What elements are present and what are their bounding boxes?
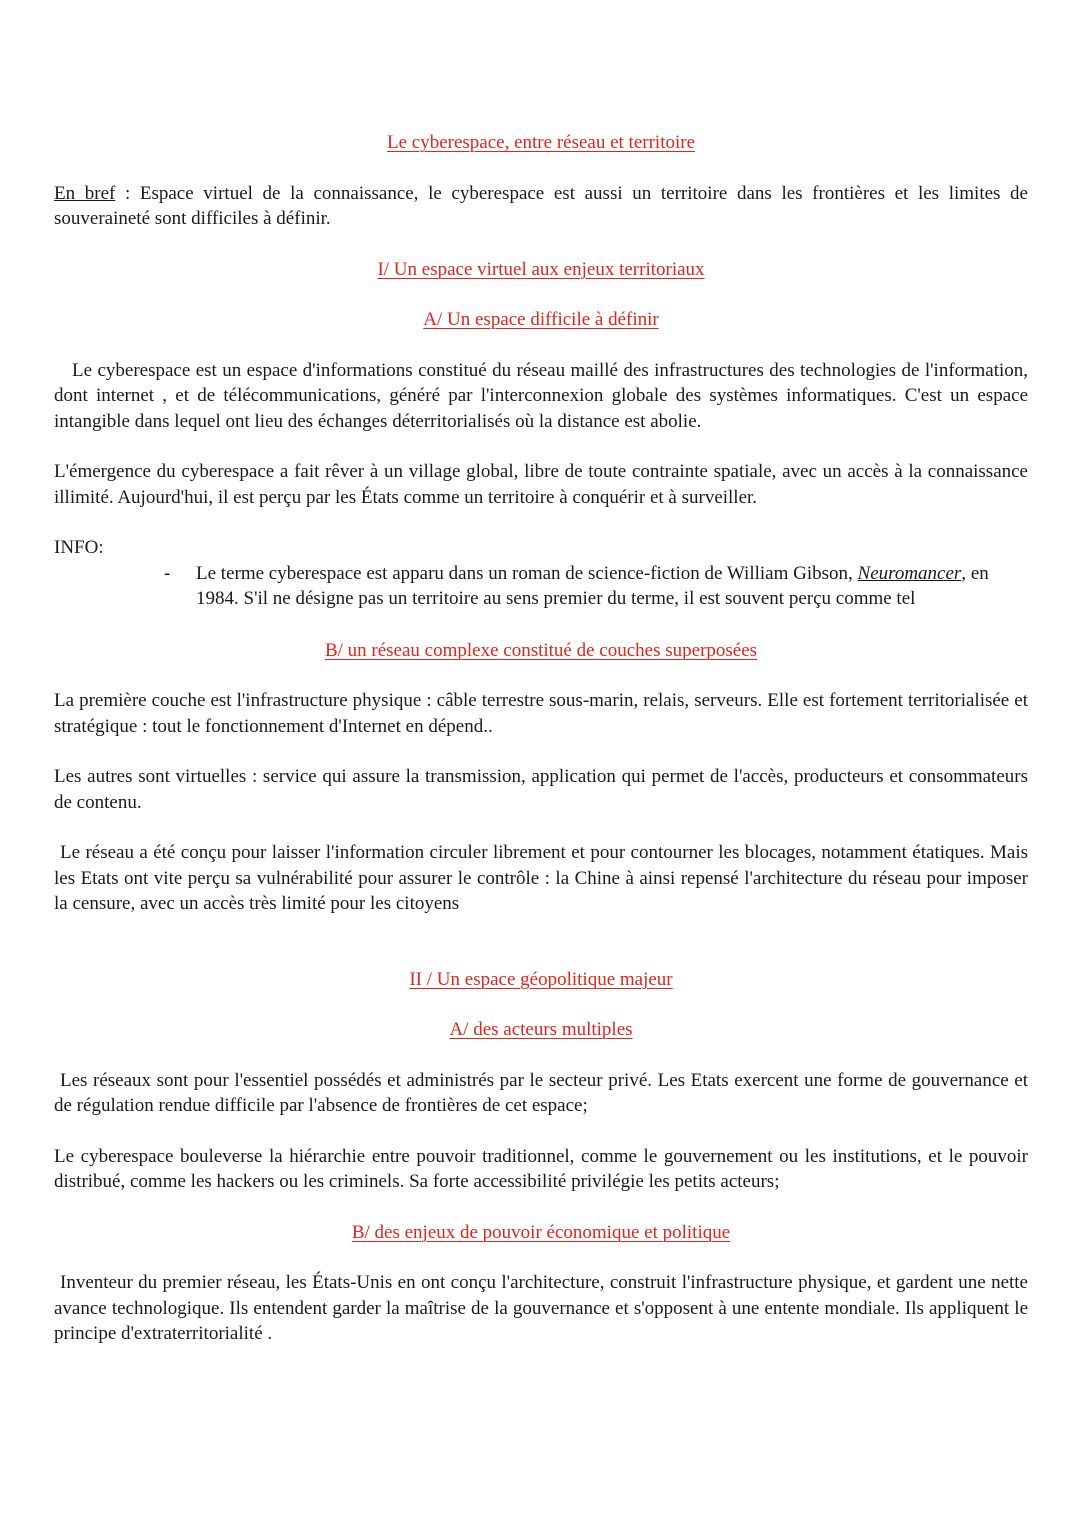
part1-heading: I/ Un espace virtuel aux enjeux territoriaux (377, 258, 705, 280)
part2-section-a-heading: A/ des acteurs multiples (449, 1019, 633, 1040)
part1-a-paragraph-2: L'émergence du cyberespace a fait rêver à un village global, libre de toute contrainte spatiale, avec un accès à la connaissance illimité. Aujourd'hui, il est perçu par les États comme un territoire à conquérir et à surveiller. (54, 461, 1028, 508)
document-title: Le cyberespace, entre réseau et territoire (386, 132, 696, 153)
part1-section-b-heading: B/ un réseau complexe constitué de couches superposées (324, 639, 758, 661)
part1-a-paragraph-1: Le cyberespace est un espace d'informations constitué du réseau maillé des infrastructures des technologies de l'information, dont internet , et de télécommunications, généré par l'interconnexion globale des systèmes informatiques. C'est un espace intangible dans lequel ont lieu des échanges déterritorialisés où la distance est abolie. (54, 359, 1028, 432)
info-label: INFO: (54, 537, 104, 558)
part2-b-paragraph-1: Inventeur du premier réseau, les États-Unis en ont conçu l'architecture, construit l'infrastructure physique, et gardent une nette avance technologique. Ils entendent garder la maîtrise de la gouvernance et s'opposent à une entente mondiale. Ils appliquent le principe d'extraterritorialité . (54, 1272, 1028, 1344)
book-title: Neuromancer (857, 562, 962, 584)
info-bullet (164, 561, 1028, 612)
part2-a-paragraph-2: Le cyberespace bouleverse la hiérarchie entre pouvoir traditionnel, comme le gouvernement ou les institutions, et le pouvoir distribué, comme les hackers ou les criminels. Sa forte accessibilité privilégie les petits acteurs; (54, 1145, 1028, 1192)
info-bullet-after: , en 1984. S'il ne désigne pas un territoire au sens premier du terme, il est souvent perçu comme tel (196, 562, 989, 609)
part1-b-paragraph-3: Le réseau a été conçu pour laisser l'information circuler librement et pour contourner les blocages, notamment étatiques. Mais les Etats ont vite perçu sa vulnérabilité pour assurer le contrôle : la Chine à ainsi repensé l'architecture du réseau pour imposer la censure, avec un accès très limité pour les citoyens (54, 842, 1028, 914)
intro-label: En bref (54, 182, 116, 204)
part1-b-paragraph-2: Les autres sont virtuelles : service qui assure la transmission, application qui permet de l'accès, producteurs et consommateurs de contenu. (54, 766, 1028, 813)
part2-heading: II / Un espace géopolitique majeur (409, 968, 673, 990)
intro-text: : Espace virtuel de la connaissance, le cyberespace est aussi un territoire dans les frontières et les limites de souveraineté sont difficiles à définir. (54, 182, 1028, 229)
intro-paragraph (54, 181, 1028, 232)
info-bullet-before: Le terme cyberespace est apparu dans un roman de science-fiction de William Gibson, (196, 562, 858, 584)
part1-section-a-heading: A/ Un espace difficile à définir (423, 309, 659, 330)
info-bullet-text (196, 561, 1028, 612)
part2-section-b-heading: B/ des enjeux de pouvoir économique et politique (351, 1221, 731, 1243)
part2-a-paragraph-1: Les réseaux sont pour l'essentiel possédés et administrés par le secteur privé. Les Etats exercent une forme de gouvernance et de régulation rendue difficile par l'absence de frontières de cet espace; (54, 1069, 1028, 1116)
part1-b-paragraph-1: La première couche est l'infrastructure physique : câble terrestre sous-marin, relais, serveurs. Elle est fortement territorialisée et stratégique : tout le fonctionnement d'Internet en dépend.. (54, 690, 1028, 737)
bullet-marker: - (164, 562, 171, 584)
